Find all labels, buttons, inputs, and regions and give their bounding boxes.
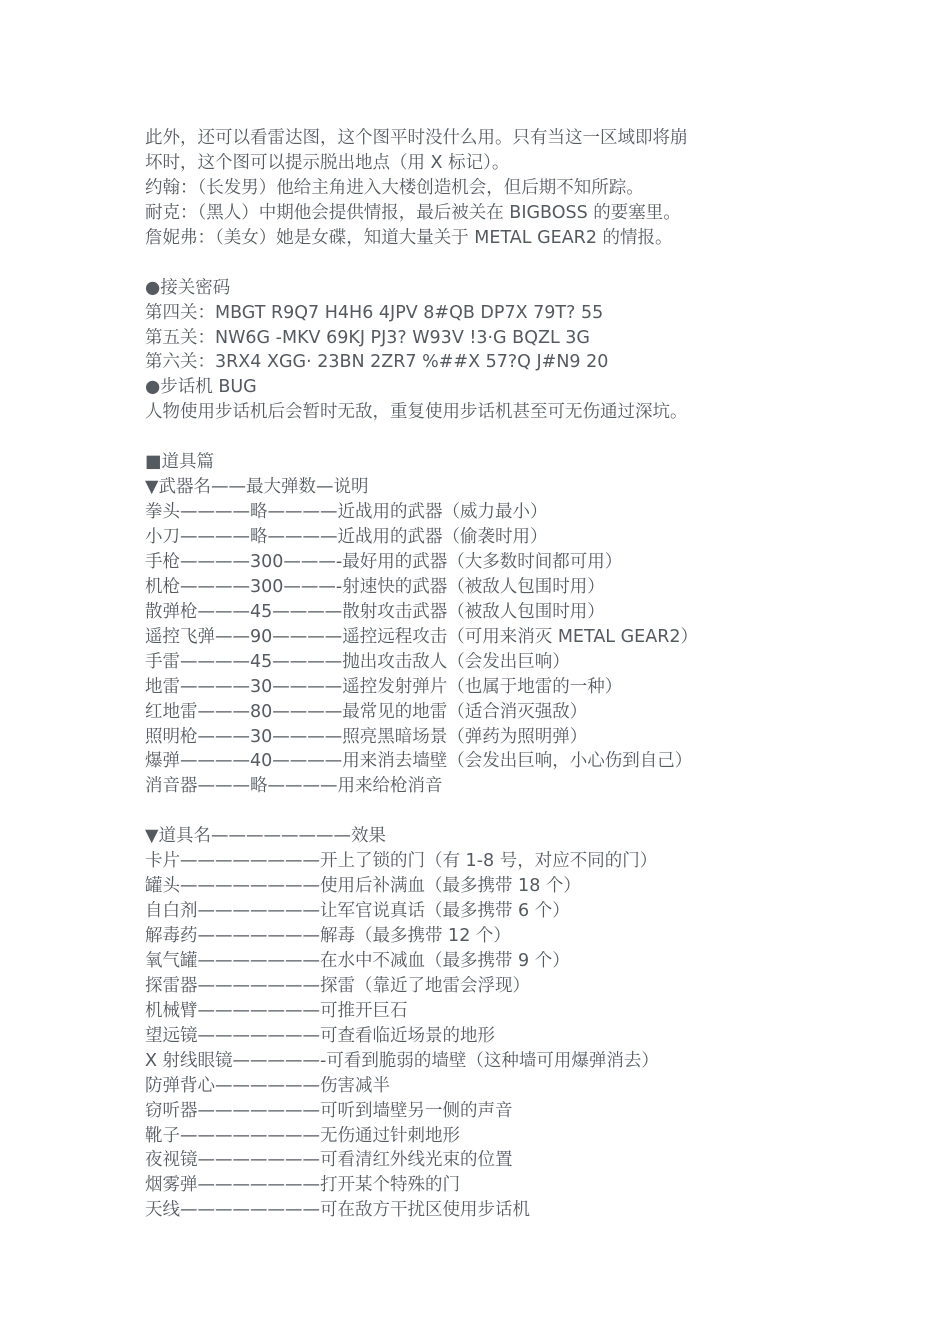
item-row: 氧气罐———————在水中不减血（最多携带 9 个）: [145, 950, 570, 971]
weapon-row: 手雷————45————抛出攻击敌人（会发出巨响）: [145, 651, 570, 672]
character-line: 耐克：（黑人）中期他会提供情报，最后被关在 BIGBOSS 的要塞里。: [145, 202, 681, 223]
item-row: 防弹背心——————伤害减半: [145, 1075, 390, 1096]
weapon-row: 机枪————300———-射速快的武器（被敌人包围时用）: [145, 576, 605, 597]
weapon-row: 手枪————300———-最好用的武器（大多数时间都可用）: [145, 551, 623, 572]
weapon-row: 爆弹————40————用来消去墙壁（会发出巨响，小心伤到自己）: [145, 751, 693, 772]
intro-line: 坏时，这个图可以提示脱出地点（用 X 标记）。: [145, 152, 510, 173]
item-row: 望远镜———————可查看临近场景的地形: [145, 1025, 495, 1046]
weapon-row: 拳头————略————近战用的武器（威力最小）: [145, 502, 548, 523]
item-row: X 射线眼镜—————-可看到脆弱的墙壁（这种墙可用爆弹消去）: [145, 1050, 659, 1071]
item-row: 夜视镜———————可看清红外线光束的位置: [145, 1150, 513, 1171]
document-body: [145, 126, 935, 1223]
items-section-heading: ■道具篇: [145, 452, 215, 473]
weapon-row: 照明枪———30————照亮黑暗场景（弹药为照明弹）: [145, 726, 588, 747]
password-heading: ●接关密码: [145, 277, 231, 298]
items-table-header: ▼道具名————————效果: [145, 826, 386, 847]
weapon-row: 散弹枪———45————散射攻击武器（被敌人包围时用）: [145, 601, 605, 622]
password-line: 第五关：NW6G -MKV 69KJ PJ3? W93V !3·G BQZL 3G: [145, 327, 590, 348]
spacer: [145, 251, 935, 276]
item-row: 自白剂———————让军官说真话（最多携带 6 个）: [145, 901, 570, 922]
item-row: 解毒药———————解毒（最多携带 12 个）: [145, 926, 511, 946]
bug-text: 人物使用步话机后会暂时无敌，重复使用步话机甚至可无伤通过深坑。: [145, 402, 688, 423]
item-row: 烟雾弹———————打开某个特殊的门: [145, 1175, 460, 1196]
character-line: 詹妮弗：（美女）她是女碟，知道大量关于 METAL GEAR2 的情报。: [145, 227, 673, 248]
item-row: 探雷器———————探雷（靠近了地雷会浮现）: [145, 975, 530, 996]
weapon-row: 小刀————略————近战用的武器（偷袭时用）: [145, 527, 548, 547]
intro-line: 此外，还可以看雷达图，这个图平时没什么用。只有当这一区域即将崩: [145, 128, 688, 148]
spacer: [145, 425, 935, 450]
spacer: [145, 799, 935, 824]
weapon-row: 遥控飞弹——90————遥控远程攻击（可用来消灭 METAL GEAR2）: [145, 626, 698, 647]
item-row: 机械臂———————可推开巨石: [145, 1000, 408, 1021]
weapons-table-header: ▼武器名——最大弹数—说明: [145, 477, 369, 498]
item-row: 窃听器———————可听到墙壁另一侧的声音: [145, 1100, 513, 1121]
weapon-row: 消音器———略————用来给枪消音: [145, 776, 443, 797]
bug-heading: ●步话机 BUG: [145, 377, 257, 398]
item-row: 罐头————————使用后补满血（最多携带 18 个）: [145, 876, 581, 897]
character-line: 约翰：（长发男）他给主角进入大楼创造机会，但后期不知所踪。: [145, 177, 644, 198]
item-row: 靴子————————无伤通过针刺地形: [145, 1125, 460, 1146]
item-row: 天线————————可在敌方干扰区使用步话机: [145, 1200, 530, 1221]
password-line: 第六关：3RX4 XGG· 23BN 2ZR7 %##X 57?Q J#N9 20: [145, 352, 609, 373]
item-row: 卡片————————开上了锁的门（有 1-8 号，对应不同的门）: [145, 851, 658, 872]
password-line: 第四关：MBGT R9Q7 H4H6 4JPV 8#QB DP7X 79T? 55: [145, 302, 604, 323]
weapon-row: 地雷————30————遥控发射弹片（也属于地雷的一种）: [145, 676, 623, 697]
weapon-row: 红地雷———80————最常见的地雷（适合消灭强敌）: [145, 701, 588, 722]
